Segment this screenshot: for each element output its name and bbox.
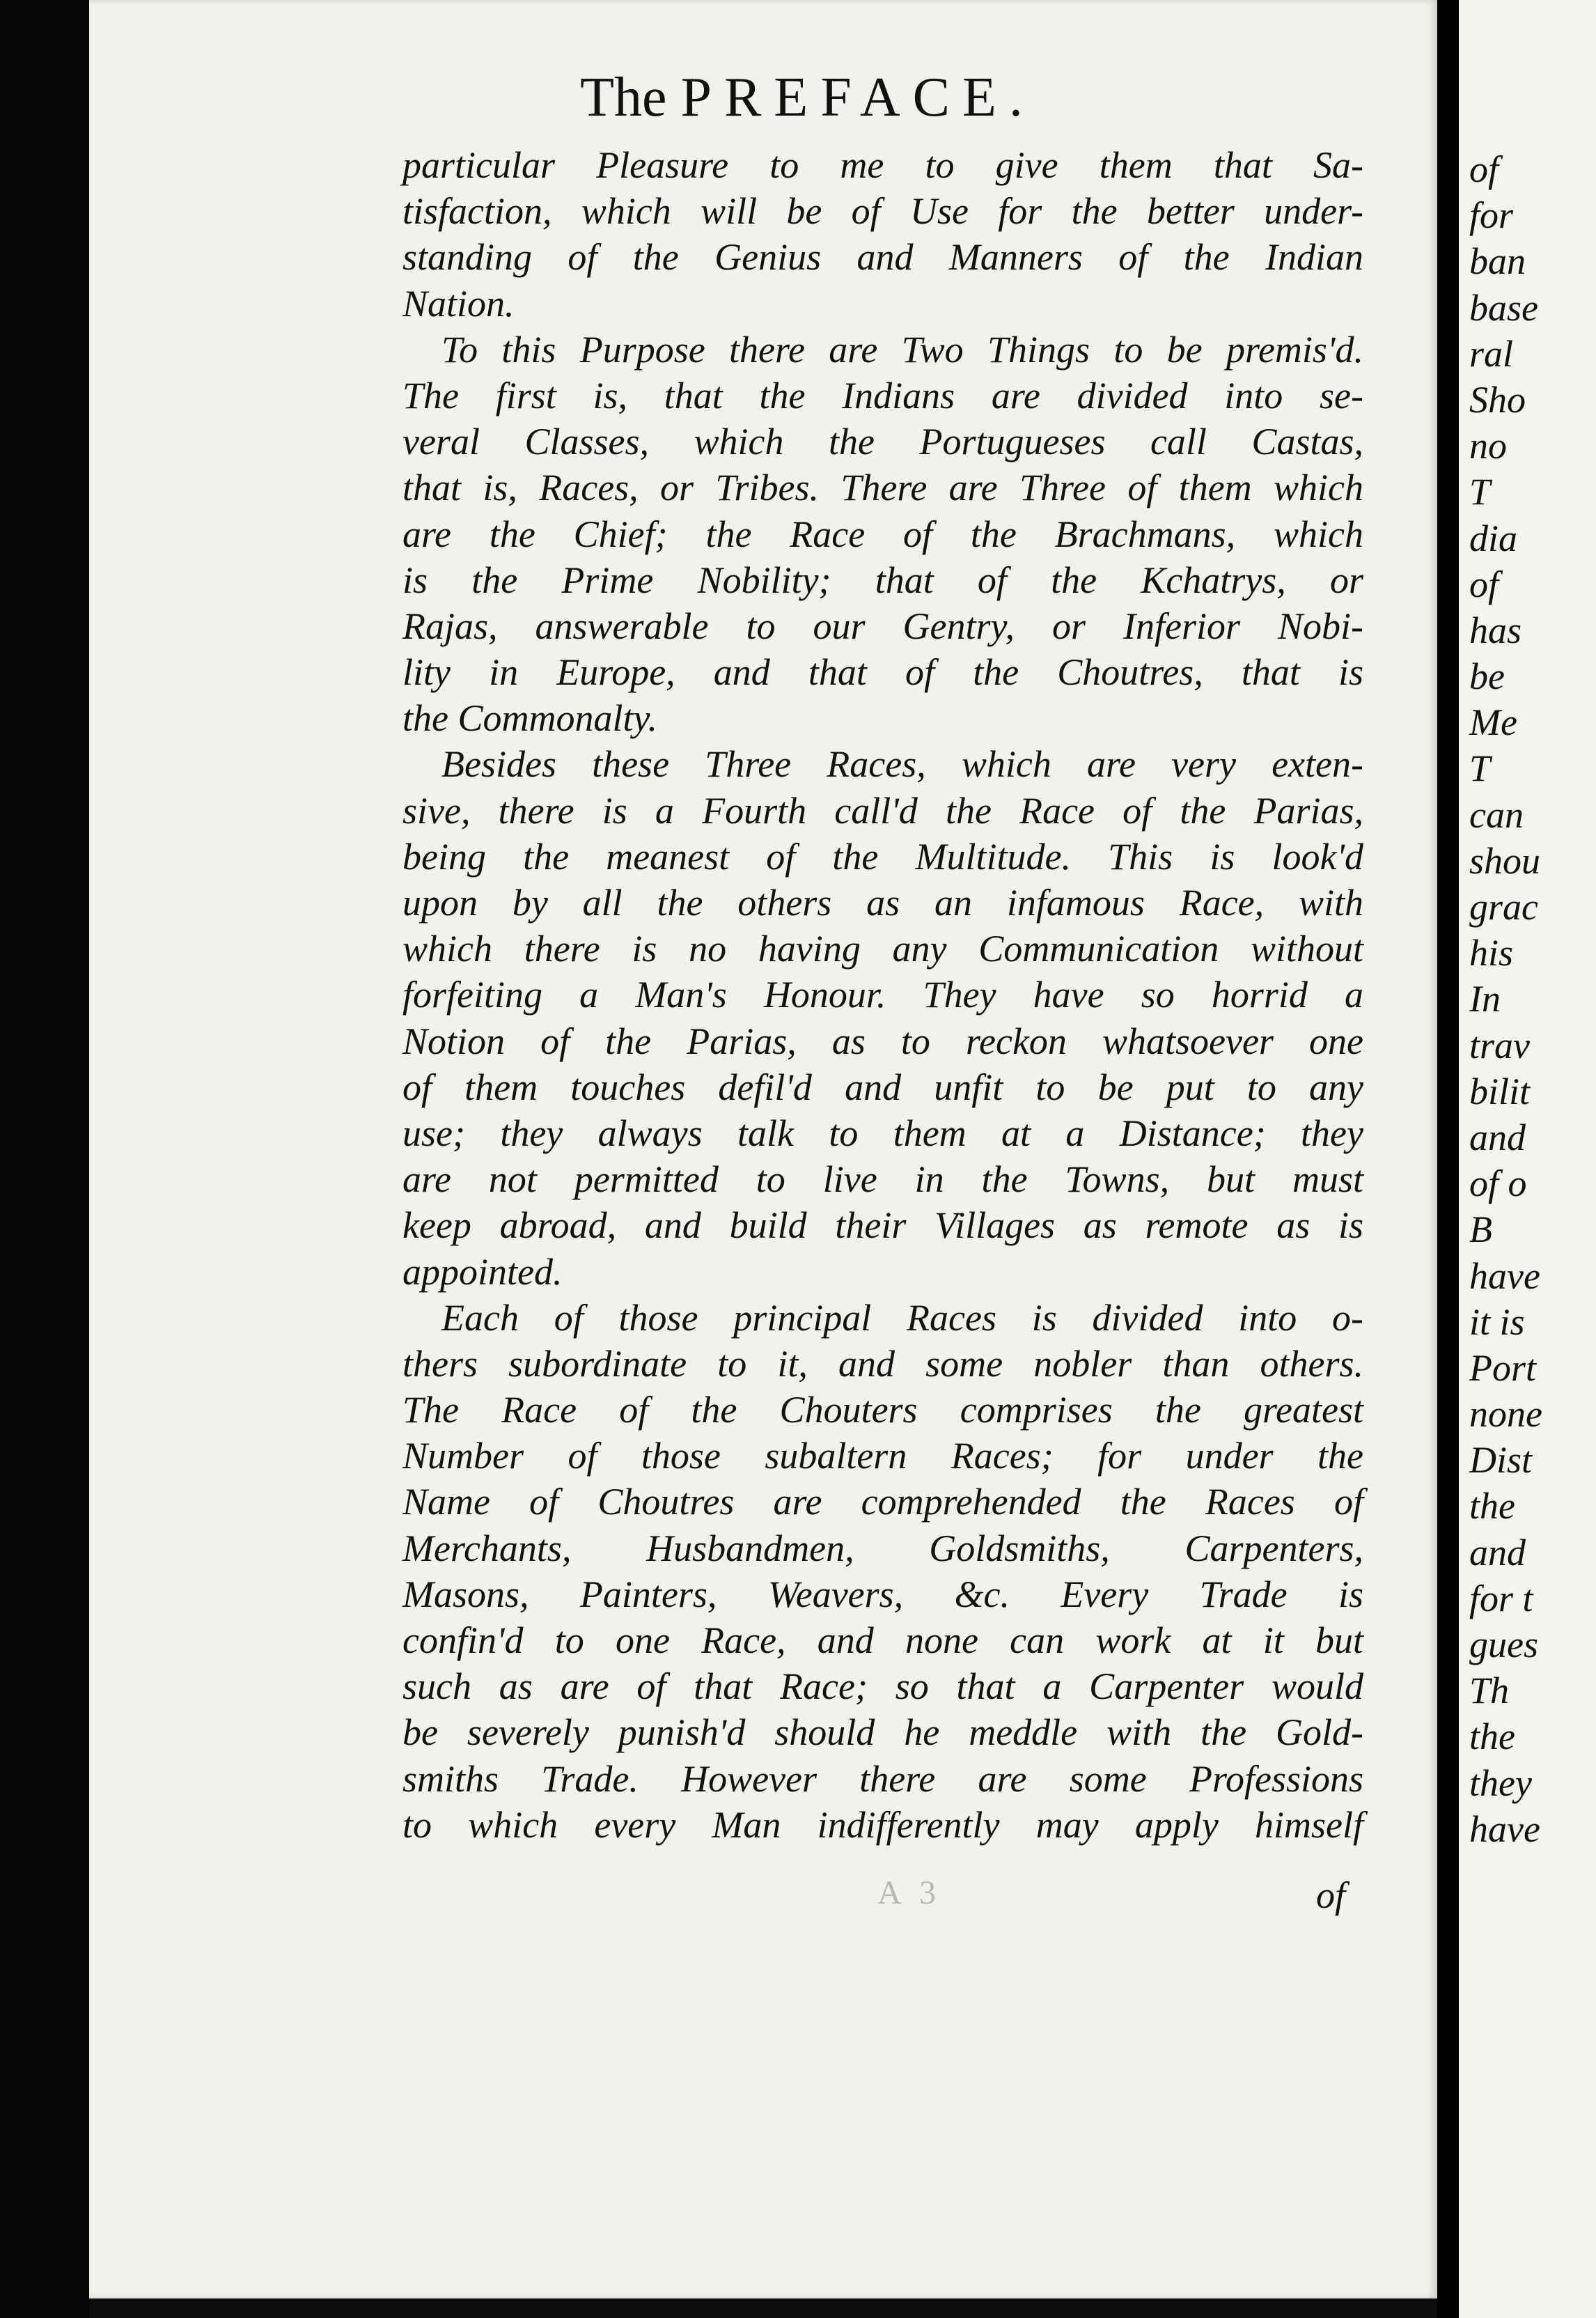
facing-page-fragment: T <box>1469 747 1491 790</box>
text-line: is the Prime Nobility; that of the Kchatrys, or <box>402 559 1363 601</box>
facing-page-fragment: trav <box>1469 1024 1530 1066</box>
facing-page-fragment: can <box>1469 793 1524 836</box>
header-the: The <box>580 67 667 128</box>
scan-left-edge <box>0 0 89 2318</box>
text-line: Merchants, Husbandmen, Goldsmiths, Carpenters, <box>402 1527 1363 1569</box>
text-line: The first is, that the Indians are divided into se- <box>402 374 1363 417</box>
text-line: to which every Man indifferently may apply himself <box>402 1803 1363 1846</box>
facing-page-fragment: and <box>1469 1531 1526 1573</box>
text-line: use; they always talk to them at a Distance; they <box>402 1112 1363 1154</box>
facing-page-fragment: Th <box>1469 1670 1510 1712</box>
text-line: being the meanest of the Multitude. This is look'd <box>402 835 1363 878</box>
facing-page-fragment: dia <box>1469 517 1518 559</box>
text-line: lity in Europe, and that of the Choutres, that is <box>402 651 1363 694</box>
text-line: upon by all the others as an infamous Race, with <box>402 882 1363 924</box>
text-line: such as are of that Race; so that a Carpenter would <box>402 1665 1363 1708</box>
text-line: keep abroad, and build their Villages as remote as is <box>402 1204 1363 1247</box>
text-line: particular Pleasure to me to give them that Sa- <box>402 144 1363 186</box>
facing-page-fragment: grac <box>1469 886 1538 928</box>
text-line: Notion of the Parias, as to reckon whatsoever one <box>402 1020 1363 1062</box>
facing-page-fragment: of <box>1469 148 1499 190</box>
facing-page-text-fragments <box>1469 146 1596 1852</box>
text-line: The Race of the Chouters comprises the greatest <box>402 1389 1363 1431</box>
facing-page-fragment: no <box>1469 425 1507 467</box>
text-line: that is, Races, or Tribes. There are Three of them which <box>402 467 1363 509</box>
text-line: sive, there is a Fourth call'd the Race of the Parias, <box>402 789 1363 832</box>
facing-page-fragment: have <box>1469 1254 1540 1297</box>
text-line: be severely punish'd should he meddle with the Gold- <box>402 1711 1363 1754</box>
facing-page-fragment: Sho <box>1469 378 1526 421</box>
text-line: Rajas, answerable to our Gentry, or Inferior Nobi- <box>402 605 1363 647</box>
signature-bleed-through: A 3 <box>877 1874 942 1911</box>
text-line: of them touches defil'd and unfit to be put to any <box>402 1066 1363 1108</box>
facing-page-fragment: of <box>1469 563 1499 605</box>
facing-page-fragment: the <box>1469 1716 1515 1758</box>
text-line: Masons, Painters, Weavers, &c. Every Trade is <box>402 1573 1363 1615</box>
page-header <box>404 66 1212 130</box>
facing-page-fragment: base <box>1469 286 1538 329</box>
text-line: thers subordinate to it, and some nobler than others. <box>402 1342 1363 1385</box>
text-line: are not permitted to live in the Towns, but must <box>402 1158 1363 1201</box>
text-line: To this Purpose there are Two Things to be premis'd. <box>441 328 1363 371</box>
facing-page-fragment: Me <box>1469 701 1517 744</box>
preface-body-text <box>402 142 1363 1848</box>
facing-page-fragment: ral <box>1469 332 1514 375</box>
facing-page-fragment: his <box>1469 932 1514 974</box>
facing-page-fragment: have <box>1469 1807 1540 1850</box>
header-preface: PREFACE. <box>680 67 1035 128</box>
page-gutter <box>1437 0 1459 2318</box>
text-line: veral Classes, which the Portugueses call Castas, <box>402 421 1363 463</box>
text-line: forfeiting a Man's Honour. They have so horrid a <box>402 974 1363 1016</box>
facing-page-fragment: bilit <box>1469 1070 1531 1112</box>
text-line: Besides these Three Races, which are very exten- <box>441 743 1363 786</box>
facing-page-fragment: Dist <box>1469 1439 1533 1481</box>
facing-page-fragment: gues <box>1469 1624 1538 1665</box>
facing-page-fragment: they <box>1469 1761 1532 1804</box>
facing-page-fragment: none <box>1469 1393 1542 1436</box>
facing-page-fragment: Port <box>1469 1346 1537 1389</box>
text-line: which there is no having any Communication without <box>402 928 1363 970</box>
facing-page-fragment: for <box>1469 194 1514 237</box>
text-line: tisfaction, which will be of Use for the better under- <box>402 190 1363 233</box>
facing-page-fragment: and <box>1469 1116 1526 1158</box>
facing-page-fragment: it is <box>1469 1300 1525 1343</box>
catchword: of <box>1316 1874 1346 1916</box>
facing-page-fragment: shou <box>1469 839 1541 882</box>
facing-page-fragment: for t <box>1469 1577 1533 1619</box>
text-line: Nation. <box>402 282 515 325</box>
text-line: confin'd to one Race, and none can work at it but <box>402 1619 1363 1661</box>
text-line: are the Chief; the Race of the Brachmans, which <box>402 513 1363 555</box>
text-line: appointed. <box>402 1250 563 1293</box>
text-line: Name of Choutres are comprehended the Races of <box>402 1481 1363 1523</box>
facing-page-fragment: of o <box>1469 1162 1527 1205</box>
facing-page-fragment: has <box>1469 609 1522 651</box>
facing-page-fragment: the <box>1469 1485 1515 1527</box>
facing-page-fragment: ban <box>1469 240 1526 283</box>
facing-page-fragment: In <box>1469 978 1501 1020</box>
text-line: smiths Trade. However there are some Professions <box>402 1757 1363 1800</box>
facing-page-fragment: be <box>1469 655 1505 698</box>
facing-page-fragment: T <box>1469 471 1491 513</box>
facing-page-fragment: B <box>1469 1208 1492 1251</box>
text-line: Number of those subaltern Races; for under the <box>402 1435 1363 1477</box>
text-line: Each of those principal Races is divided into o- <box>441 1296 1363 1339</box>
text-line: standing of the Genius and Manners of the Indian <box>402 236 1363 279</box>
text-line: the Commonalty. <box>402 697 657 740</box>
